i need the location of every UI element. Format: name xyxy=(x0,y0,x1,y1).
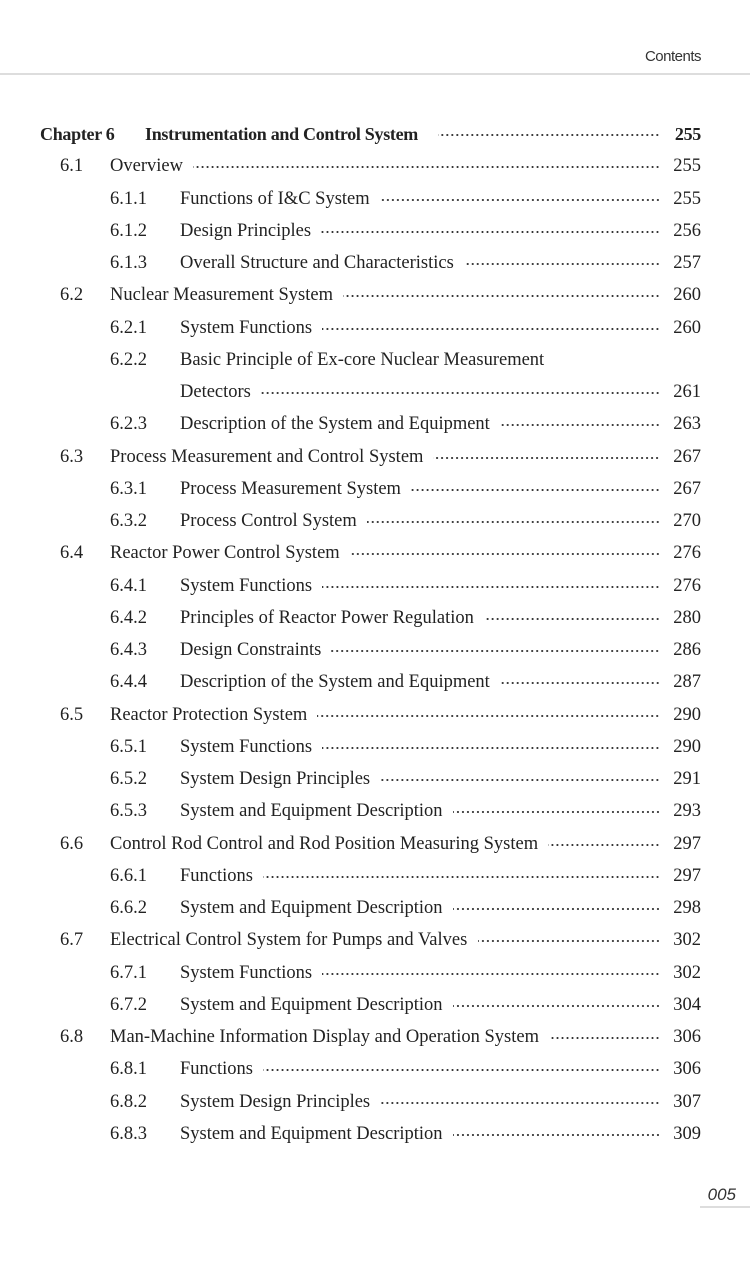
toc-entry[interactable] xyxy=(0,537,750,569)
dot-leader xyxy=(500,423,660,427)
section-number: 6.3.2 xyxy=(110,511,147,531)
dot-leader xyxy=(322,746,660,750)
page-ref[interactable]: 290 xyxy=(673,736,701,757)
toc-entry[interactable] xyxy=(0,312,750,344)
section-number: 6.6 xyxy=(60,833,84,854)
dot-leader xyxy=(321,230,660,234)
section-title[interactable]: System Design Principles xyxy=(180,1091,371,1112)
page-number: 005 xyxy=(707,1185,736,1204)
section-number: 6.7.1 xyxy=(110,962,147,983)
section-number: 6.2.3 xyxy=(110,414,147,435)
toc-entry[interactable] xyxy=(0,1086,750,1118)
section-number: 6.1.1 xyxy=(110,188,147,209)
dot-leader xyxy=(263,875,660,879)
dot-leader xyxy=(484,617,660,621)
page-ref[interactable]: 276 xyxy=(673,543,701,564)
toc-entry[interactable] xyxy=(0,344,750,376)
page-ref[interactable]: 260 xyxy=(673,317,701,338)
section-title[interactable]: System Functions xyxy=(180,736,313,757)
dot-leader xyxy=(380,1101,660,1105)
section-title[interactable]: Basic Principle of Ex-core Nuclear Measurement xyxy=(180,349,545,370)
toc-entry[interactable] xyxy=(0,731,750,763)
toc-entry[interactable] xyxy=(0,215,750,247)
section-title[interactable]: System and Equipment Description xyxy=(180,801,443,822)
dot-leader xyxy=(464,262,660,266)
toc-entry[interactable] xyxy=(0,602,750,634)
dot-leader xyxy=(453,1004,660,1008)
section-number: 6.5.2 xyxy=(110,769,147,789)
toc-entry[interactable] xyxy=(0,957,750,989)
section-title[interactable]: Functions xyxy=(180,865,253,886)
section-title[interactable]: Man-Machine Information Display and Operation System xyxy=(110,1027,539,1047)
dot-leader xyxy=(263,1068,660,1072)
toc-entry[interactable] xyxy=(0,795,750,827)
section-number: 6.3 xyxy=(60,446,84,467)
page-ref[interactable]: 306 xyxy=(673,1027,701,1047)
section-title[interactable]: System and Equipment Description xyxy=(180,994,443,1015)
toc-entry[interactable] xyxy=(0,247,750,279)
page-ref[interactable]: 286 xyxy=(673,640,701,660)
section-title[interactable]: System Functions xyxy=(180,575,313,596)
dot-leader xyxy=(261,391,660,395)
toc-entry[interactable] xyxy=(0,699,750,731)
section-number: 6.8.3 xyxy=(110,1123,147,1144)
section-number: 6.7 xyxy=(60,930,84,951)
section-number: 6.5.3 xyxy=(110,801,147,822)
toc-entry[interactable] xyxy=(0,1118,750,1150)
dot-leader xyxy=(411,488,660,492)
page-ref[interactable]: 276 xyxy=(673,575,701,596)
section-title[interactable]: Design Principles xyxy=(180,220,312,241)
page-ref[interactable]: 270 xyxy=(673,511,701,531)
section-number: 6.4.1 xyxy=(110,575,147,596)
page-ref[interactable]: 263 xyxy=(673,414,701,435)
section-title[interactable]: Electrical Control System for Pumps and Valves xyxy=(110,930,468,951)
section-title[interactable]: Principles of Reactor Power Regulation xyxy=(180,607,474,628)
page-ref[interactable]: 255 xyxy=(674,124,701,144)
section-title[interactable]: Control Rod Control and Rod Position Measuring System xyxy=(110,833,539,854)
dot-leader xyxy=(433,456,660,460)
dot-leader xyxy=(193,165,660,169)
dot-leader xyxy=(317,714,660,718)
page-ref[interactable]: 293 xyxy=(673,801,701,822)
page-ref[interactable]: 297 xyxy=(673,833,701,854)
page-ref[interactable]: 302 xyxy=(673,962,701,983)
page-ref[interactable]: 255 xyxy=(673,156,701,177)
dot-leader xyxy=(331,649,660,653)
toc-entry[interactable] xyxy=(0,279,750,311)
section-title[interactable]: Process Measurement and Control System xyxy=(110,446,424,467)
dot-leader xyxy=(438,133,660,137)
dot-leader xyxy=(322,972,660,976)
dot-leader xyxy=(367,520,660,524)
page-ref[interactable]: 256 xyxy=(673,220,701,241)
section-title[interactable]: Description of the System and Equipment xyxy=(180,672,490,693)
dot-leader xyxy=(322,327,660,331)
section-number: 6.1 xyxy=(60,156,84,177)
section-number: 6.4 xyxy=(60,543,84,564)
toc-entry[interactable] xyxy=(0,763,750,795)
page-ref[interactable]: 306 xyxy=(673,1059,701,1080)
section-title[interactable]: Overview xyxy=(110,156,183,177)
section-number: 6.2 xyxy=(60,285,84,306)
section-title[interactable]: Reactor Power Control System xyxy=(110,543,340,564)
toc-entry[interactable] xyxy=(0,376,750,408)
section-title[interactable]: Instrumentation and Control System xyxy=(145,124,418,144)
dot-leader xyxy=(322,585,660,589)
section-number: 6.4.3 xyxy=(110,640,147,660)
page-ref[interactable]: 309 xyxy=(673,1123,701,1144)
dot-leader xyxy=(343,294,660,298)
page-ref[interactable]: 267 xyxy=(673,478,701,499)
dot-leader xyxy=(350,552,660,556)
section-number: 6.1.2 xyxy=(110,220,147,241)
dot-leader xyxy=(549,1036,660,1040)
page-ref[interactable]: 297 xyxy=(673,865,701,886)
section-title[interactable]: Process Measurement System xyxy=(180,478,401,499)
page-ref[interactable]: 307 xyxy=(673,1091,701,1112)
section-number: 6.4.2 xyxy=(110,607,147,628)
page-ref[interactable]: 257 xyxy=(673,253,701,273)
toc-entry[interactable] xyxy=(0,505,750,537)
dot-leader xyxy=(380,778,660,782)
toc-entry[interactable] xyxy=(0,408,750,440)
section-number: Chapter 6 xyxy=(40,124,115,144)
section-title[interactable]: Process Control System xyxy=(180,511,357,531)
page-ref[interactable]: 267 xyxy=(673,446,701,467)
section-title[interactable]: Functions of I&C System xyxy=(180,188,370,209)
toc-entry[interactable] xyxy=(0,441,750,473)
toc-entry[interactable] xyxy=(0,989,750,1021)
section-title[interactable]: System Design Principles xyxy=(180,769,371,789)
section-number: 6.7.2 xyxy=(110,994,147,1015)
toc-entry[interactable] xyxy=(0,892,750,924)
section-title[interactable]: Reactor Protection System xyxy=(110,704,308,725)
toc-entry[interactable] xyxy=(0,183,750,215)
running-header: Contents xyxy=(644,48,701,65)
toc-entry[interactable] xyxy=(0,1021,750,1053)
section-title[interactable]: Functions xyxy=(180,1059,253,1080)
section-title[interactable]: Detectors xyxy=(180,382,251,402)
dot-leader xyxy=(453,810,660,814)
toc-entry[interactable] xyxy=(0,1053,750,1085)
toc-entry[interactable] xyxy=(0,860,750,892)
section-number: 6.8 xyxy=(60,1027,84,1047)
table-of-contents xyxy=(0,118,750,1150)
section-title[interactable]: System and Equipment Description xyxy=(180,1123,443,1144)
page-ref[interactable]: 287 xyxy=(673,672,701,693)
section-title[interactable]: Design Constraints xyxy=(180,640,322,660)
toc-entry[interactable] xyxy=(0,634,750,666)
dot-leader xyxy=(478,939,660,943)
toc-entry[interactable] xyxy=(0,570,750,602)
section-title[interactable]: System Functions xyxy=(180,962,313,983)
page-ref[interactable]: 255 xyxy=(673,188,701,209)
section-number: 6.8.1 xyxy=(110,1059,147,1080)
footer-rule xyxy=(700,1206,750,1208)
dot-leader xyxy=(453,1133,660,1137)
toc-entry[interactable] xyxy=(0,150,750,182)
page-ref[interactable]: 260 xyxy=(673,285,701,306)
toc-entry[interactable] xyxy=(0,473,750,505)
page-ref[interactable]: 302 xyxy=(673,930,701,951)
dot-leader xyxy=(453,907,660,911)
section-title[interactable]: System Functions xyxy=(180,317,313,338)
section-title[interactable]: Overall Structure and Characteristics xyxy=(180,253,454,273)
toc-entry[interactable] xyxy=(0,924,750,956)
header-rule xyxy=(0,73,750,75)
page-ref[interactable]: 298 xyxy=(673,898,701,918)
toc-entry[interactable] xyxy=(0,666,750,698)
page-ref[interactable]: 261 xyxy=(673,382,701,402)
toc-entry[interactable] xyxy=(0,828,750,860)
section-number: 6.4.4 xyxy=(110,672,147,693)
page-ref[interactable]: 280 xyxy=(673,607,701,628)
toc-entry[interactable] xyxy=(0,118,750,150)
page-ref[interactable]: 291 xyxy=(673,769,701,789)
section-title[interactable]: Nuclear Measurement System xyxy=(110,285,333,306)
section-number: 6.5.1 xyxy=(110,736,147,757)
section-title[interactable]: Description of the System and Equipment xyxy=(180,414,490,435)
section-title[interactable]: System and Equipment Description xyxy=(180,898,443,918)
section-number: 6.2.2 xyxy=(110,349,147,370)
dot-leader xyxy=(380,198,660,202)
dot-leader xyxy=(548,843,660,847)
section-number: 6.6.1 xyxy=(110,865,147,886)
section-number: 6.6.2 xyxy=(110,898,147,918)
page-ref[interactable]: 304 xyxy=(673,994,701,1015)
section-number: 6.5 xyxy=(60,704,84,725)
section-number: 6.2.1 xyxy=(110,317,147,338)
page-ref[interactable]: 290 xyxy=(673,704,701,725)
section-number: 6.8.2 xyxy=(110,1091,147,1112)
dot-leader xyxy=(500,681,660,685)
section-number: 6.1.3 xyxy=(110,253,147,273)
section-number: 6.3.1 xyxy=(110,478,147,499)
